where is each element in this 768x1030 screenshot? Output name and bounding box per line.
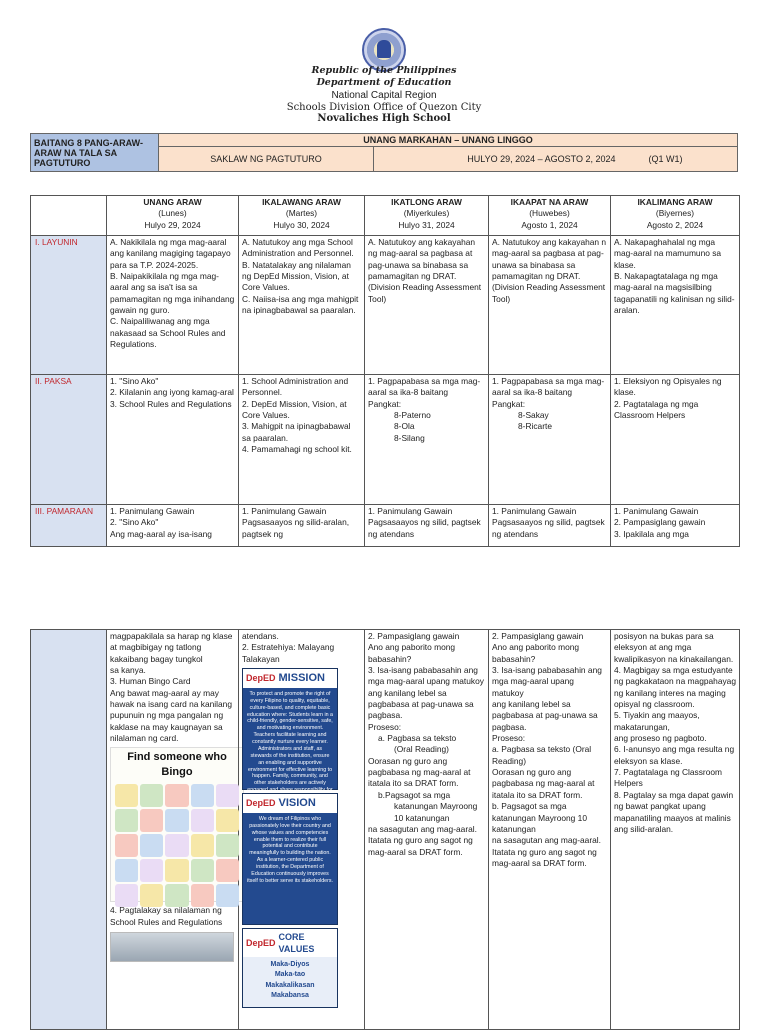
row-pamaraan <box>31 505 740 547</box>
core-values-title: CORE VALUES <box>278 932 315 955</box>
bingo-square <box>115 859 138 882</box>
layunin-day4: A. Natutukoy ang kakayahan n mag-aaral sa pagbasa at pag-unawa sa binabasa sa pamamagitan ng DRAT. (Division Reading Assessment Tool) <box>489 236 611 375</box>
school-photo-image <box>110 932 234 962</box>
bingo-square <box>191 884 214 907</box>
plan-table-upper <box>30 195 740 547</box>
bingo-square <box>191 859 214 882</box>
cont-day4: 2. Pampasiglang gawain Ano ang paborito mong babasahin? 3. Isa-isang pababasahin ang mga mag-aaral upang matukoy ang kanilang lebel sa pagbabasa at pag-unawa sa pagbasa. Proseso: a. Pagbasa sa teksto (Oral Reading) Oorasan ng guro ang pagbabasa ng mag-aaral at itatala ito sa DRAT form. b. Pagsagot sa mga katanungan Mayroong 10 katanungan na sasagutan ang mag-aaral. Itatata ng guro ang sagot ng mag-aaral sa DRAT form. <box>489 630 611 1030</box>
layunin-day1: A. Nakikilala ng mga mag-aaral ang kanilang magiging tagapayo para sa T.P. 2024-2025. B. Naipakikilala ng mga mag-aaral ang sa isa't isa sa pamamagitan ng mga inihandang gawain ng guro. C. Naipaliliwanag ang mga nakasaad sa School Rules and Regulations. <box>107 236 239 375</box>
label-pamaraan: III. PAMARAAN <box>31 505 107 547</box>
layunin-day5: A. Nakapaghahalal ng mga mag-aaral na mamumuno sa klase. B. Nakapagtatalaga ng mga mag-aaral na magsisilbing tagapanatili ng kalinisan ng silid-aralan. <box>611 236 740 375</box>
core-value-1: Maka-Diyos <box>270 961 310 969</box>
day-header-1: UNANG ARAW (Lunes) Hulyo 29, 2024 <box>107 196 239 236</box>
bingo-square <box>115 834 138 857</box>
bingo-square <box>140 884 163 907</box>
pamaraan-day4: 1. Panimulang Gawain Pagsasaayos ng silid, pagtsek ng atendans <box>489 505 611 547</box>
cont-day5: posisyon na bukas para sa eleksyon at ang mga kwalipikasyon na kinakailangan. 4. Magbigay sa mga estudyante ng pagkakataon na magpahayag ng kanilang interes na maging opisyal ng classroom. 5. Tiyakin ang maayos, makatarungan, ang proseso ng pagboto. 6. I-anunsyo ang mga resulta ng eleksyon sa klase. 7. Pagtatalaga ng Classroom Helpers 8. Pagtalay sa mga dapat gawin ng bawat pangkat upang mapanatiling maayos at malinis ang silid-aralan. <box>611 630 740 1030</box>
bingo-square <box>216 859 239 882</box>
republic-text: Republic of the Philippines <box>311 65 457 76</box>
paksa-day4: 1. Pagpapabasa sa mga mag-aaral sa ika-8 baitang Pangkat: 8-Sakay 8-Ricarte <box>489 375 611 505</box>
deped-core-values-poster <box>242 928 338 1008</box>
bingo-square <box>165 834 188 857</box>
cont-day3: 2. Pampasiglang gawain Ano ang paborito mong babasahin? 3. Isa-isang pababasahin ang mga mag-aaral upang matukoy ang kanilang lebel sa pagbabasa at pag-unawa sa pagbasa. Proseso: a. Pagbasa sa teksto (Oral Reading) Oorasan ng guro ang pagbabasa ng mag-aaral at itatala ito sa DRAT form. b.Pagsagot sa mga katanungan Mayroong 10 katanungan na sasagutan ang mag-aaral. Itatata ng guro ang sagot ng mag-aaral sa DRAT form. <box>365 630 489 1030</box>
paksa-day5: 1. Eleksiyon ng Opisyales ng klase. 2. Pagtatalaga ng mga Classroom Helpers <box>611 375 740 505</box>
row-pamaraan-continued <box>31 630 740 1030</box>
bingo-square <box>191 834 214 857</box>
vision-text: We dream of Filipinos who passionately love their country and whose values and competencies enable them to realize their full potential and contribute meaningfully to building the nation. As a learner-centered public institution, the Department of Education continuously improves itself to better serve its stakeholders. <box>247 815 333 884</box>
deped-vision-poster <box>242 793 338 925</box>
deped-logo-text: DepED <box>246 673 276 684</box>
deped-mission-poster <box>242 668 338 794</box>
pamaraan-day2: 1. Panimulang Gawain Pagsasaayos ng silid-aralan, pagtsek ng <box>239 505 365 547</box>
mission-text: To protect and promote the right of every Filipino to quality, equitable, culture-based, and complete basic education where: Students learn in a child-friendly, gender-sensitive, safe, and motivating environment. Teachers facilitate learning and constantly nurture every learner. Administrators and staff, as stewards of the institution, ensure an enabling and supportive environment for effective learning to happen. Family, community, and other stakeholders are actively engaged and share responsibility for <box>247 690 333 794</box>
corner-cell <box>31 196 107 236</box>
core-value-3: Makakalikasan <box>265 981 315 989</box>
school-name: Novaliches High School <box>317 113 451 124</box>
core-value-4: Makabansa <box>271 991 309 999</box>
date-range: HULYO 29, 2024 – AGOSTO 2, 2024 <box>374 147 619 172</box>
bingo-square <box>191 809 214 832</box>
paksa-day1: 1. "Sino Ako" 2. Kilalanin ang iyong kamag-aral 3. School Rules and Regulations <box>107 375 239 505</box>
pamaraan-day5: 1. Panimulang Gawain 2. Pampasiglang gawain 3. Ipakilala ang mga <box>611 505 740 547</box>
layunin-day2: A. Natutukoy ang mga School Administration and Personnel. B. Natatalakay ang nilalaman ng DepEd Mission, Vision, at Core Values. C. Naiisa-isa ang mga mahigpit na ipinagbabawal sa paaralan. <box>239 236 365 375</box>
vision-title: VISION <box>278 797 316 810</box>
deped-logo-text: DepED <box>246 938 276 949</box>
grade-label: BAITANG 8 PANG-ARAW-ARAW NA TALA SA PAGTUTURO <box>31 134 159 172</box>
week-code: (Q1 W1) <box>619 147 738 172</box>
label-empty <box>31 630 107 1030</box>
cont-day2: atendans. 2. Estratehiya: Malayang Talakayan DepED MISSION To protect and promote the right of every Filipino to quality, equitable, culture-based, and complete basic education where: Students learn in a child-friendly, gender-sensitive, safe, and motivating environment. Teachers facilitate learning and constantly nurture every learner. Administrators and staff, as stewards of the institution, ensure an enabling and supportive environment for effective learning to happen. Family, community, and other stakeholders are actively engaged and share responsibility for DepED VISION We dream of Filipinos who passionately love their country and whose values and competencies enable them to realize their full potential and contribute meaningfully to building the nation. As a learner-centered public institution, the Department of Education continuously improves itself to better serve its stakeholders. DepED CORE VALUES Maka-Diyos Maka-tao Makakalikasan Makabansa <box>239 630 365 1030</box>
layunin-day3: A. Natutukoy ang kakayahan ng mag-aaral sa pagbasa at pag-unawa sa binabasa sa pamamagitan ng DRAT. (Division Reading Assessment Tool) <box>365 236 489 375</box>
bingo-square <box>115 784 138 807</box>
deped-logo-text: DepED <box>246 798 276 809</box>
day-header-3: IKATLONG ARAW (Miyerkules) Hulyo 31, 2024 <box>365 196 489 236</box>
bingo-square <box>165 784 188 807</box>
day-header-4: IKAAPAT NA ARAW (Huwebes) Agosto 1, 2024 <box>489 196 611 236</box>
cont-day1: magpapakilala sa harap ng klase at magbibigay ng tatlong kakaibang bagay tungkol sa kanya. 3. Human Bingo Card Ang bawat mag-aaral ay may hawak na isang card na kanilang pupunuin ng mga pangalan ng kaklase na may kaugnayan sa nilalaman ng card. Find someone who Bingo 4. Pagtalakay sa nilalaman ng School Rules and Regulations <box>107 630 239 1030</box>
bingo-square <box>216 884 239 907</box>
bingo-square <box>216 834 239 857</box>
bingo-square <box>191 784 214 807</box>
division-text: Schools Division Office of Quezon City <box>286 102 482 113</box>
bingo-square <box>165 859 188 882</box>
bingo-square <box>165 809 188 832</box>
paksa-day3: 1. Pagpapabasa sa mga mag-aaral sa ika-8 baitang Pangkat: 8-Paterno 8-Ola 8-Silang <box>365 375 489 505</box>
bingo-square <box>140 859 163 882</box>
bingo-square <box>115 884 138 907</box>
department-text: Department of Education <box>316 77 452 88</box>
bingo-square <box>140 809 163 832</box>
title-table <box>30 133 738 172</box>
plan-table-continued <box>30 629 740 1030</box>
region-text: National Capital Region <box>331 90 437 101</box>
quarter-label: UNANG MARKAHAN – UNANG LINGGO <box>159 134 738 147</box>
bingo-square <box>216 809 239 832</box>
bingo-square <box>216 784 239 807</box>
scope-label: SAKLAW NG PAGTUTURO <box>159 147 374 172</box>
label-layunin: I. LAYUNIN <box>31 236 107 375</box>
bingo-square <box>165 884 188 907</box>
pamaraan-day1: 1. Panimulang Gawain 2. "Sino Ako" Ang mag-aaral ay isa-isang <box>107 505 239 547</box>
bingo-square <box>115 809 138 832</box>
row-layunin <box>31 236 740 375</box>
human-bingo-card-image <box>110 747 244 902</box>
row-paksa <box>31 375 740 505</box>
bingo-title: Find someone who Bingo <box>127 751 227 779</box>
paksa-day2: 1. School Administration and Personnel. 2. DepEd Mission, Vision, at Core Values. 3. Mahigpit na ipinagbabawal sa paaralan. 4. Pamamahagi ng school kit. <box>239 375 365 505</box>
bingo-square <box>140 834 163 857</box>
day-header-5: IKALIMANG ARAW (Biyernes) Agosto 2, 2024 <box>611 196 740 236</box>
day-header-2: IKALAWANG ARAW (Martes) Hulyo 30, 2024 <box>239 196 365 236</box>
bingo-grid <box>111 782 243 909</box>
mission-title: MISSION <box>278 672 325 685</box>
core-value-2: Maka-tao <box>274 971 306 979</box>
bingo-square <box>140 784 163 807</box>
label-paksa: II. PAKSA <box>31 375 107 505</box>
pamaraan-day3: 1. Panimulang Gawain Pagsasaayos ng silid, pagtsek ng atendans <box>365 505 489 547</box>
